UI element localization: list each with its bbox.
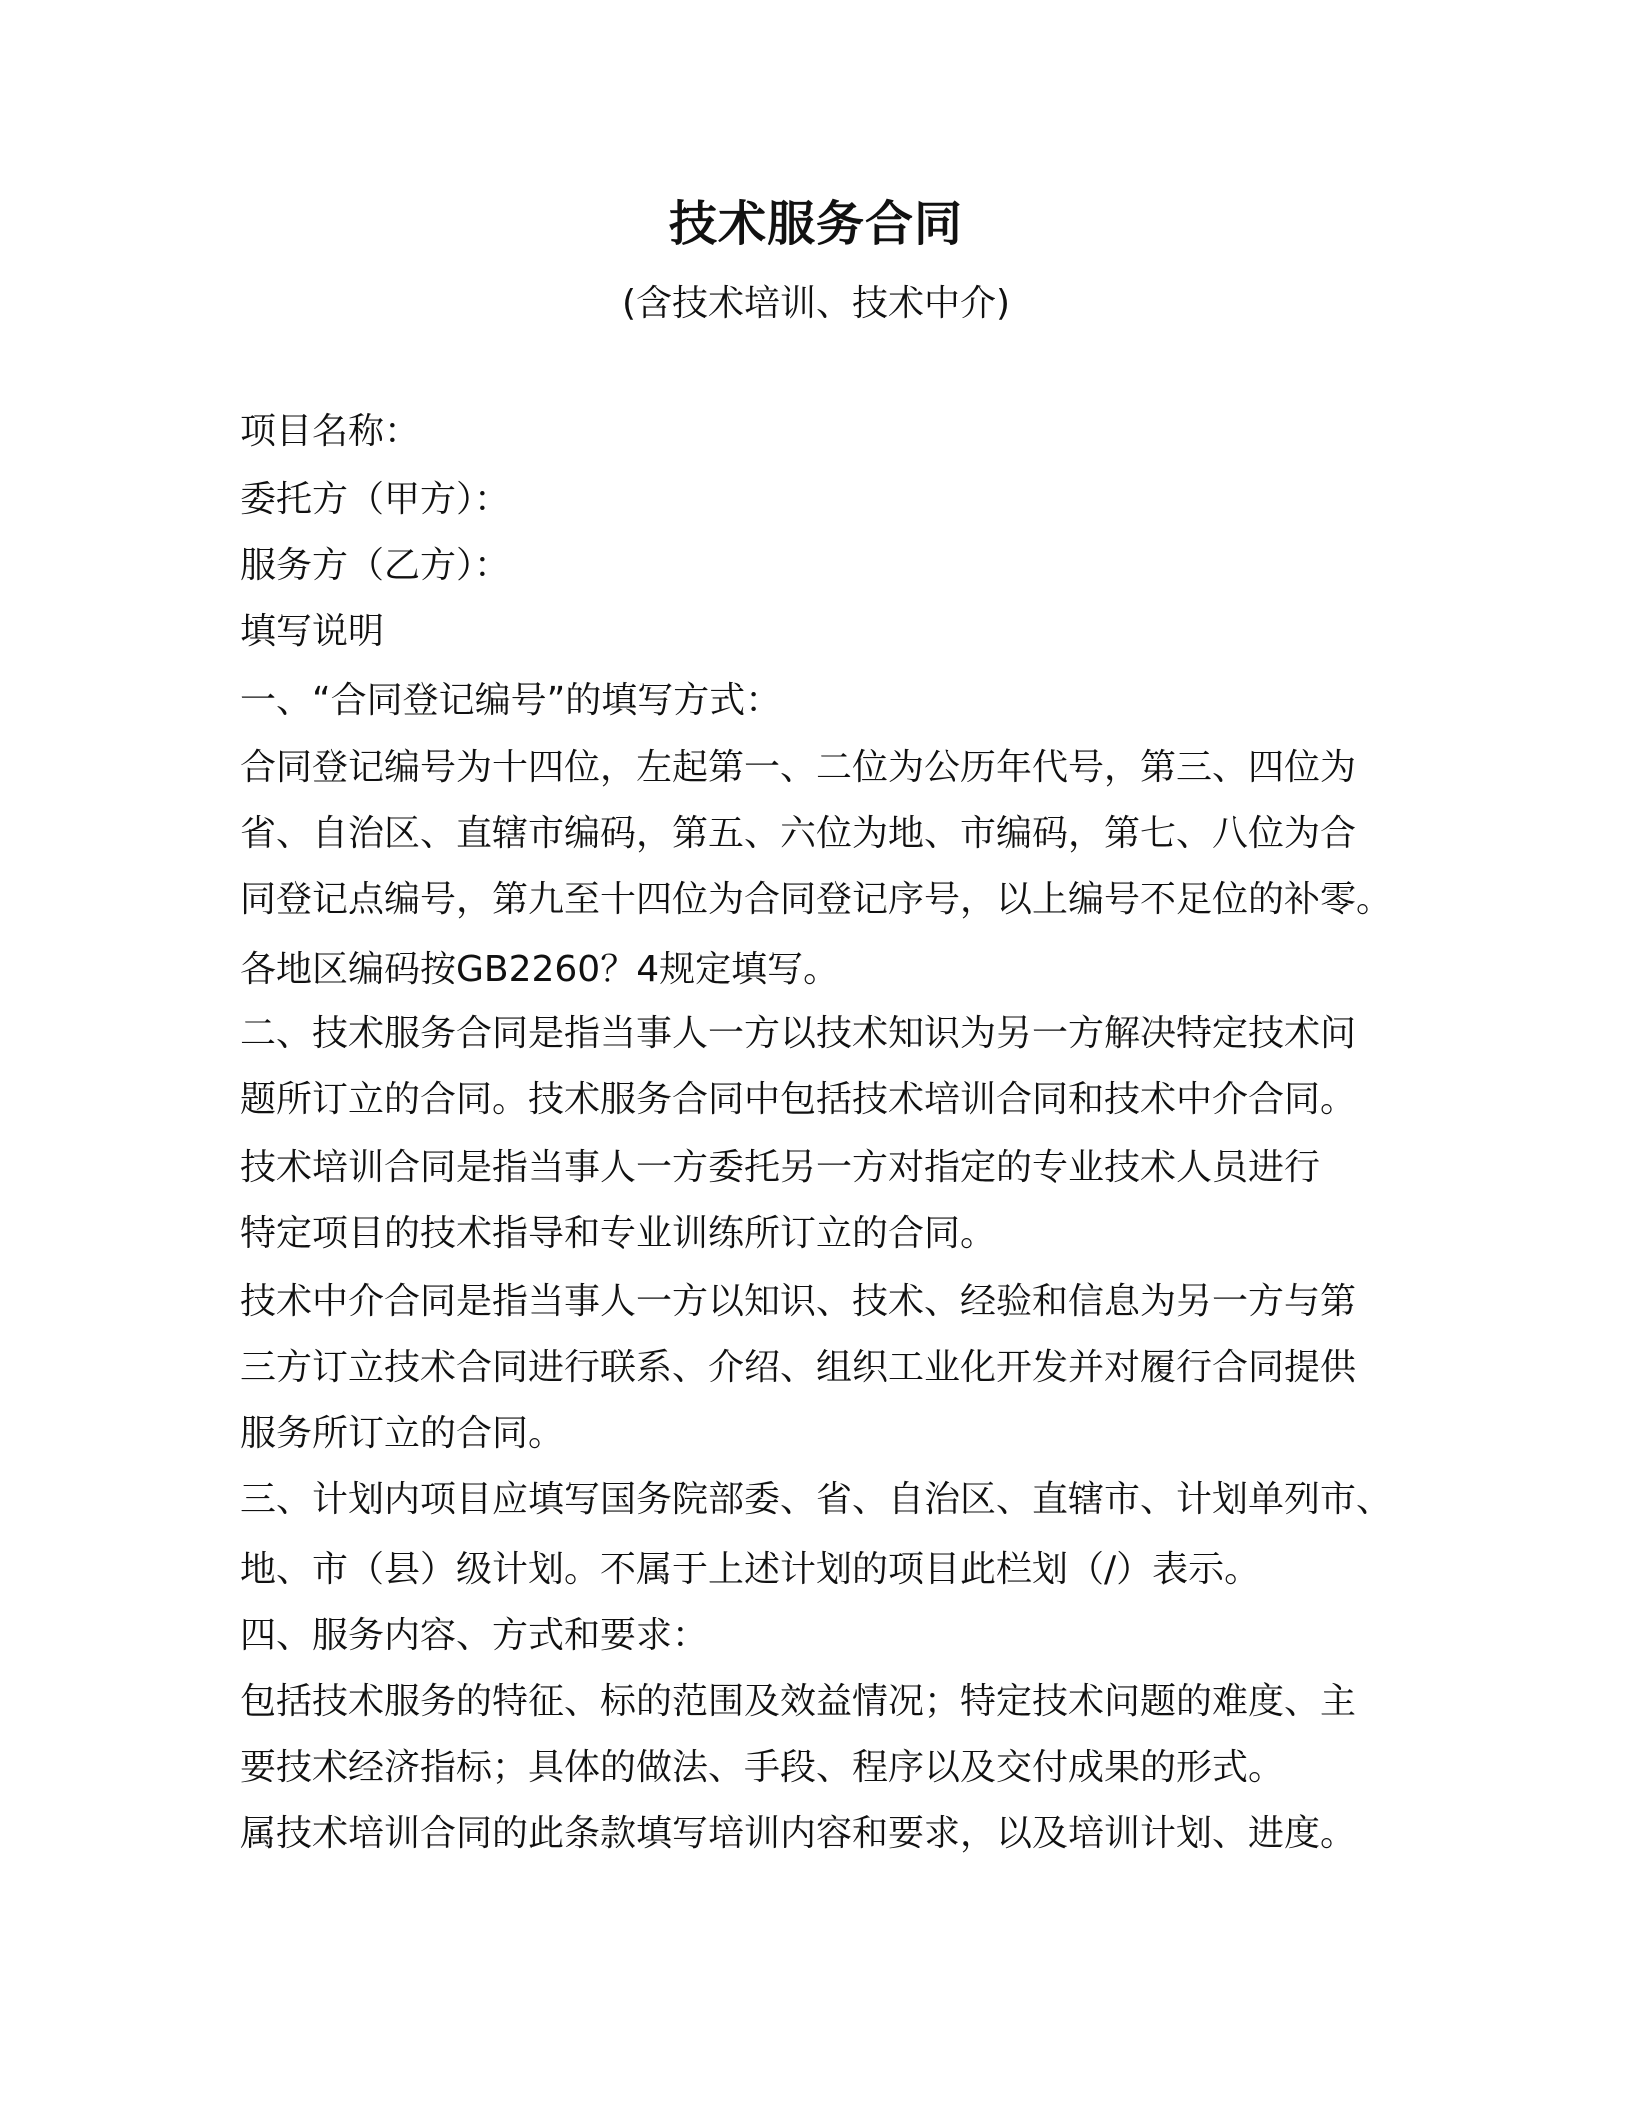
paragraph-line: 题所订立的合同。技术服务合同中包括技术培训合同和技术中介合同。 — [240, 1079, 1357, 1120]
field-provider-party-b: 服务方（乙方）： — [240, 545, 511, 586]
paragraph-line: 服务所订立的合同。 — [240, 1413, 565, 1454]
field-project-name: 项目名称： — [240, 411, 421, 452]
paragraph-line: 三方订立技术合同进行联系、介绍、组织工业化开发并对履行合同提供 — [240, 1347, 1357, 1388]
paragraph-line: 技术中介合同是指当事人一方以知识、技术、经验和信息为另一方与第 — [240, 1281, 1357, 1322]
paragraph-line: 包括技术服务的特征、标的范围及效益情况；特定技术问题的难度、主 — [240, 1681, 1357, 1722]
document-title: 技术服务合同 — [668, 196, 963, 252]
paragraph-line: 各地区编码按GB2260？4规定填写。 — [240, 949, 840, 990]
paragraph-line: 要技术经济指标；具体的做法、手段、程序以及交付成果的形式。 — [240, 1747, 1285, 1788]
paragraph-line: 四、服务内容、方式和要求： — [240, 1615, 709, 1656]
paragraph-line: 地、市（县）级计划。不属于上述计划的项目此栏划（/）表示。 — [240, 1549, 1261, 1590]
paragraph-line: 技术培训合同是指当事人一方委托另一方对指定的专业技术人员进行 — [240, 1147, 1321, 1188]
paragraph-line: 省、自治区、直辖市编码，第五、六位为地、市编码，第七、八位为合 — [240, 813, 1357, 854]
field-client-party-a: 委托方（甲方）： — [240, 479, 511, 520]
paragraph-line: 特定项目的技术指导和专业训练所订立的合同。 — [240, 1213, 997, 1254]
paragraph-line: 合同登记编号为十四位，左起第一、二位为公历年代号，第三、四位为 — [240, 747, 1357, 788]
paragraph-line: 二、技术服务合同是指当事人一方以技术知识为另一方解决特定技术问 — [240, 1013, 1357, 1054]
paragraph-line: 属技术培训合同的此条款填写培训内容和要求，以及培训计划、进度。 — [240, 1813, 1357, 1854]
paragraph-line: 同登记点编号，第九至十四位为合同登记序号，以上编号不足位的补零。 — [240, 879, 1393, 920]
section-heading-instructions: 填写说明 — [240, 611, 385, 652]
document-subtitle: (含技术培训、技术中介) — [621, 283, 1011, 324]
paragraph-line: 一、“合同登记编号”的填写方式： — [240, 680, 782, 721]
paragraph-line: 三、计划内项目应填写国务院部委、省、自治区、直辖市、计划单列市、 — [240, 1479, 1393, 1520]
